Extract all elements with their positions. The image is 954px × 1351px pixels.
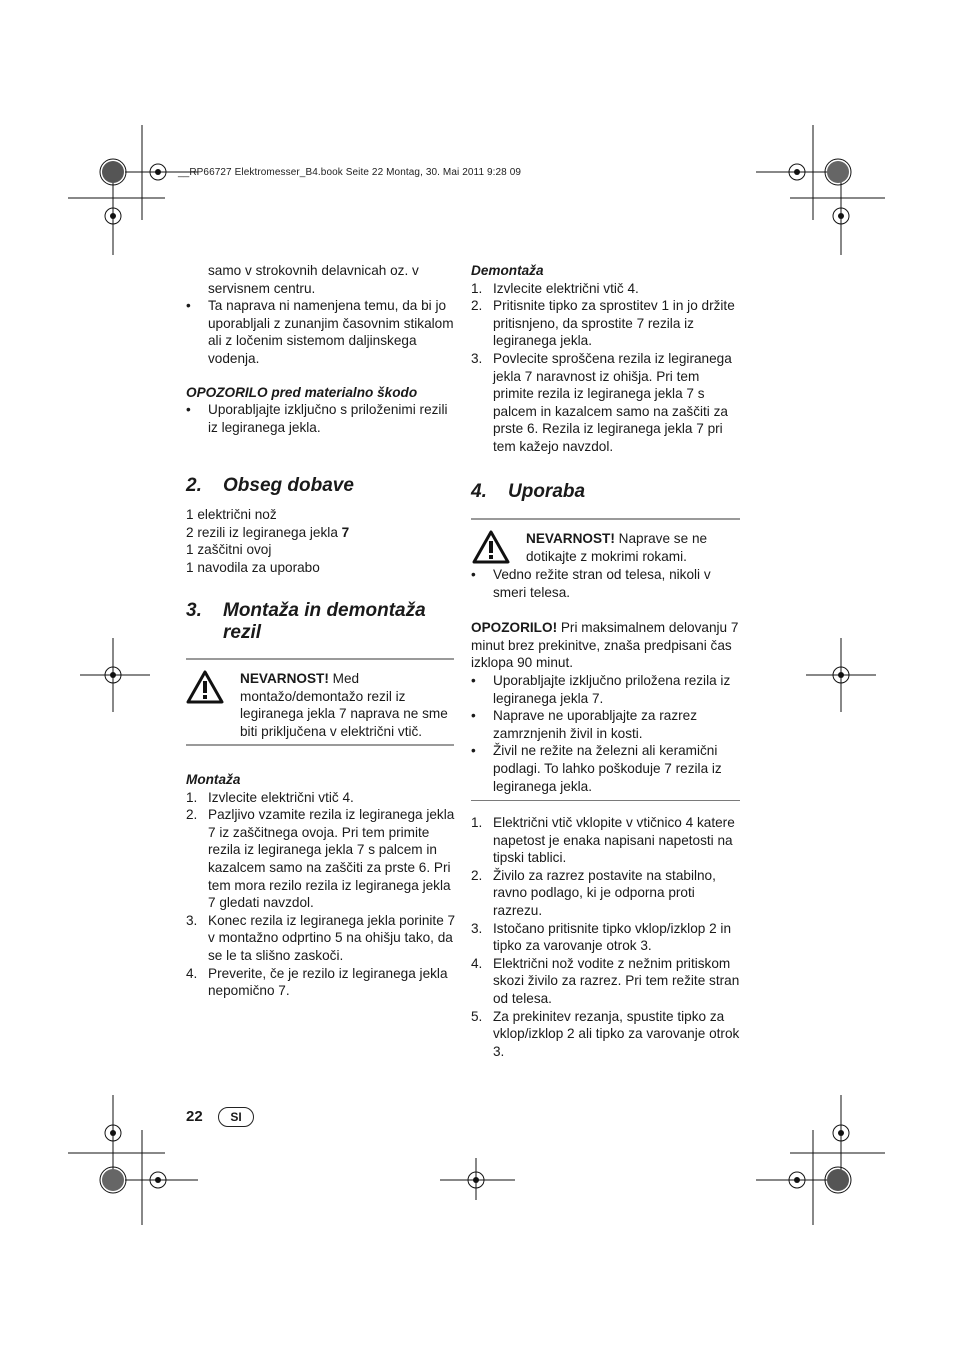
montaza-step: 2. Pazljivo vzamite rezila iz legiranega jekla 7 iz zaščitnega ovoja. Pri tem primite rezila iz legiranega jekla 7 s palcem in kazalcem samo na zaščiti za prste 6. Pri tem mora rezilo rezila iz legiranega jekla 7 gledati navzdol. xyxy=(186,807,455,911)
warning-bullet: • Naprave ne uporabljajte za razrez zamrznjenih živil in kosti. xyxy=(471,708,698,741)
intro-bullet: • Ta naprava ni namenjena temu, da bi jo uporabljali z zunanjim časovnim stikalom ali z ločenim sistemom daljinskega vodenja. xyxy=(186,298,454,366)
warning-material-bullet: • Uporabljajte izključno s priloženimi rezili iz legiranega jekla. xyxy=(186,402,448,435)
montaza-step: 1. Izvlecite električni vtič 4. xyxy=(186,789,354,805)
danger-box-top-rule xyxy=(186,658,454,660)
montaza-block xyxy=(186,771,456,1000)
delivery-item: 1 navodila za uporabo xyxy=(186,559,320,575)
left-intro xyxy=(186,262,456,436)
demontaza-step: 3. Povlecite sproščena rezila iz legiranega jekla 7 naravnost iz ohišja. Pri tem primite rezila iz legiranega jekla 7 s palcem in kazalcem samo na zaščiti za prste 6. Rezila iz legiranega jekla 7 pri tem kažejo navzdol. xyxy=(471,350,732,454)
warning-triangle-icon xyxy=(472,530,510,564)
danger-use-text: NEVARNOST! Naprave se ne dotikajte z mokrimi rokami. xyxy=(526,531,708,564)
use-step: 3. Istočano pritisnite tipko vklop/izklop 2 in tipko za varovanje otrok 3. xyxy=(471,920,732,954)
demontaza-step: 1. Izvlecite električni vtič 4. xyxy=(471,280,639,296)
delivery-list xyxy=(186,506,456,576)
print-header: __RP66727 Elektromesser_B4.book Seite 22 Montag, 30. Mai 2011 9:28 09 xyxy=(178,167,522,178)
montaza-step: 4. Preverite, če je rezilo iz legiranega jekla nepomično 7. xyxy=(186,965,448,999)
danger-assembly-text: NEVARNOST! Med montažo/demontažo rezil iz legiranega jekla 7 naprava ne sme biti priključena v električni vtič. xyxy=(240,671,448,739)
section-3-heading: 3. Montaža in demontaža rezil xyxy=(186,600,426,643)
demontaza-block xyxy=(471,262,741,456)
section-4-heading: 4. Uporaba xyxy=(471,481,586,502)
section-2-heading: 2. Obseg dobave xyxy=(186,475,354,496)
demontaza-title: Demontaža xyxy=(471,263,544,278)
danger-bullet: • Vedno režite stran od telesa, nikoli v smeri telesa. xyxy=(471,567,711,600)
montaza-title: Montaža xyxy=(186,772,241,787)
delivery-item: 1 električni nož xyxy=(186,507,277,522)
warning-bullet: • Uporabljajte izključno priložena rezila iz legiranega jekla 7. xyxy=(471,672,731,706)
intro-continuation: samo v strokovnih delavnicah oz. v servisnem centru. xyxy=(208,263,419,296)
danger-box-bottom-rule xyxy=(186,744,454,746)
use-step: 4. Električni nož vodite z nežnim pritiskom skozi živilo za razrez. Pri tem režite stran od telesa. xyxy=(471,955,740,1006)
use-steps xyxy=(471,814,741,1060)
warnings-bottom-rule xyxy=(471,800,740,801)
warning-triangle-icon xyxy=(186,670,224,704)
page-number: 22 xyxy=(186,1108,203,1125)
warning-material-title: OPOZORILO pred materialno škodo xyxy=(186,384,418,400)
warning-bullet: • Živil ne režite na železni ali keramični podlagi. To lahko poškoduje 7 rezila iz legiranega jekla. xyxy=(471,743,722,794)
use-step: 2. Živilo za razrez postavite na stabilno, ravno podlago, ki je odporna proti razrezu. xyxy=(471,867,716,918)
language-badge: SI xyxy=(218,1107,254,1127)
delivery-item: 1 zaščitni ovoj xyxy=(186,542,272,558)
use-step: 5. Za prekinitev rezanja, spustite tipko za vklop/izklop 2 ali tipko za varovanje otrok 3. xyxy=(471,1008,740,1059)
use-warnings xyxy=(471,566,741,795)
use-step: 1. Električni vtič vklopite v vtičnico 4 katere napetost je enaka napisani napetosti na tipski tablici. xyxy=(471,815,735,866)
montaza-step: 3. Konec rezila iz legiranega jekla porinite 7 v montažno odprtino 5 na ohišju tako, da se le ta slišno zaskoči. xyxy=(186,912,456,963)
demontaza-step: 2. Pritisnite tipko za sprostitev 1 in jo držite pritisnjeno, da sprostite 7 rezila iz legiranega jekla. xyxy=(471,298,735,349)
warning-duration-text: OPOZORILO! Pri maksimalnem delovanju 7 minut brez prekinitve, znaša predpisani čas izklopa 90 minut. xyxy=(471,620,739,671)
delivery-item: 2 rezili iz legiranega jekla 7 xyxy=(186,524,350,540)
danger-use-top-rule xyxy=(471,518,740,520)
